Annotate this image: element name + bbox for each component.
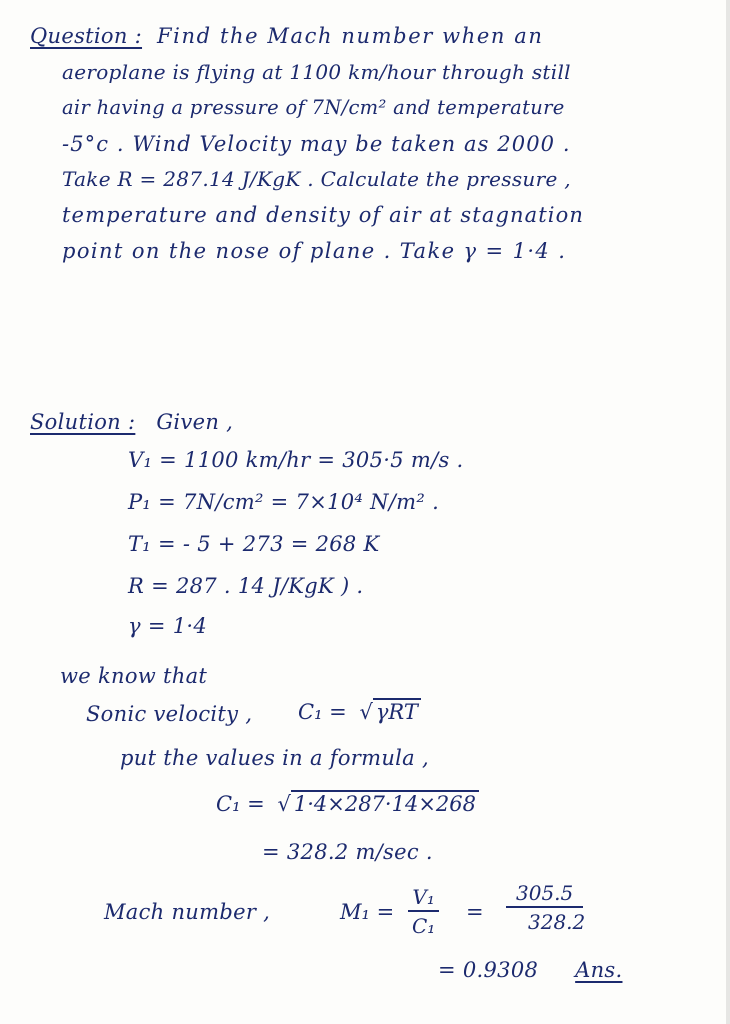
- question-line-5: Take R = 287.14 J/KgK . Calculate the pressure ,: [62, 167, 571, 191]
- c1-result: = 328.2 m/sec .: [262, 840, 433, 864]
- mach-lhs: M₁ =: [340, 900, 395, 924]
- mach-numerator: V₁: [408, 884, 438, 912]
- we-know-text: we know that: [60, 664, 208, 688]
- solution-heading: Solution :: [30, 410, 136, 434]
- question-line-7: point on the nose of plane . Take γ = 1·4 .: [62, 239, 567, 263]
- sonic-velocity-lhs: C₁ =: [298, 700, 347, 724]
- question-line-1: [30, 24, 544, 48]
- mach-equals: =: [466, 900, 484, 924]
- question-text-1: Find the Mach number when an: [157, 24, 544, 48]
- given-gas-constant: R = 287 . 14 J/KgK ) .: [128, 574, 364, 598]
- c1-formula: C₁ = √ 1·4×287·14×268: [216, 792, 479, 816]
- mach-denominator: C₁: [412, 914, 436, 938]
- question-line-6: temperature and density of air at stagnation: [62, 203, 584, 227]
- question-line-4: -5°c . Wind Velocity may be taken as 2000 .: [62, 132, 571, 156]
- given-velocity: V₁ = 1100 km/hr = 305·5 m/s .: [128, 448, 464, 472]
- mach-fraction-symbolic: [408, 884, 439, 940]
- sonic-velocity-formula: C₁ = √ γRT: [298, 700, 421, 724]
- sonic-velocity-radicand: γRT: [373, 698, 421, 724]
- mach-result: = 0.9308: [438, 958, 539, 982]
- question-heading: Question :: [30, 24, 143, 48]
- answer-mark: Ans.: [575, 958, 623, 982]
- question-line-2: aeroplane is flying at 1100 km/hour through still: [62, 60, 571, 84]
- sonic-velocity-label: Sonic velocity ,: [86, 702, 253, 726]
- put-values-text: put the values in a formula ,: [120, 746, 429, 770]
- c1-radicand: 1·4×287·14×268: [291, 790, 479, 816]
- solution-line: [30, 410, 233, 434]
- question-line-3: air having a pressure of 7N/cm² and temperature: [62, 96, 565, 119]
- mach-value-denominator: 328.2: [528, 910, 586, 934]
- given-gamma: γ = 1·4: [128, 614, 207, 638]
- given-temperature: T₁ = - 5 + 273 = 268 K: [128, 532, 380, 556]
- given-pressure: P₁ = 7N/cm² = 7×10⁴ N/m² .: [128, 490, 440, 514]
- mach-number-label: Mach number ,: [104, 900, 271, 924]
- mach-result-line: [438, 958, 622, 982]
- given-label: Given ,: [156, 410, 234, 434]
- c1-lhs: C₁ =: [216, 792, 265, 816]
- mach-fraction-values: [500, 880, 589, 936]
- mach-value-numerator: 305.5: [506, 880, 583, 908]
